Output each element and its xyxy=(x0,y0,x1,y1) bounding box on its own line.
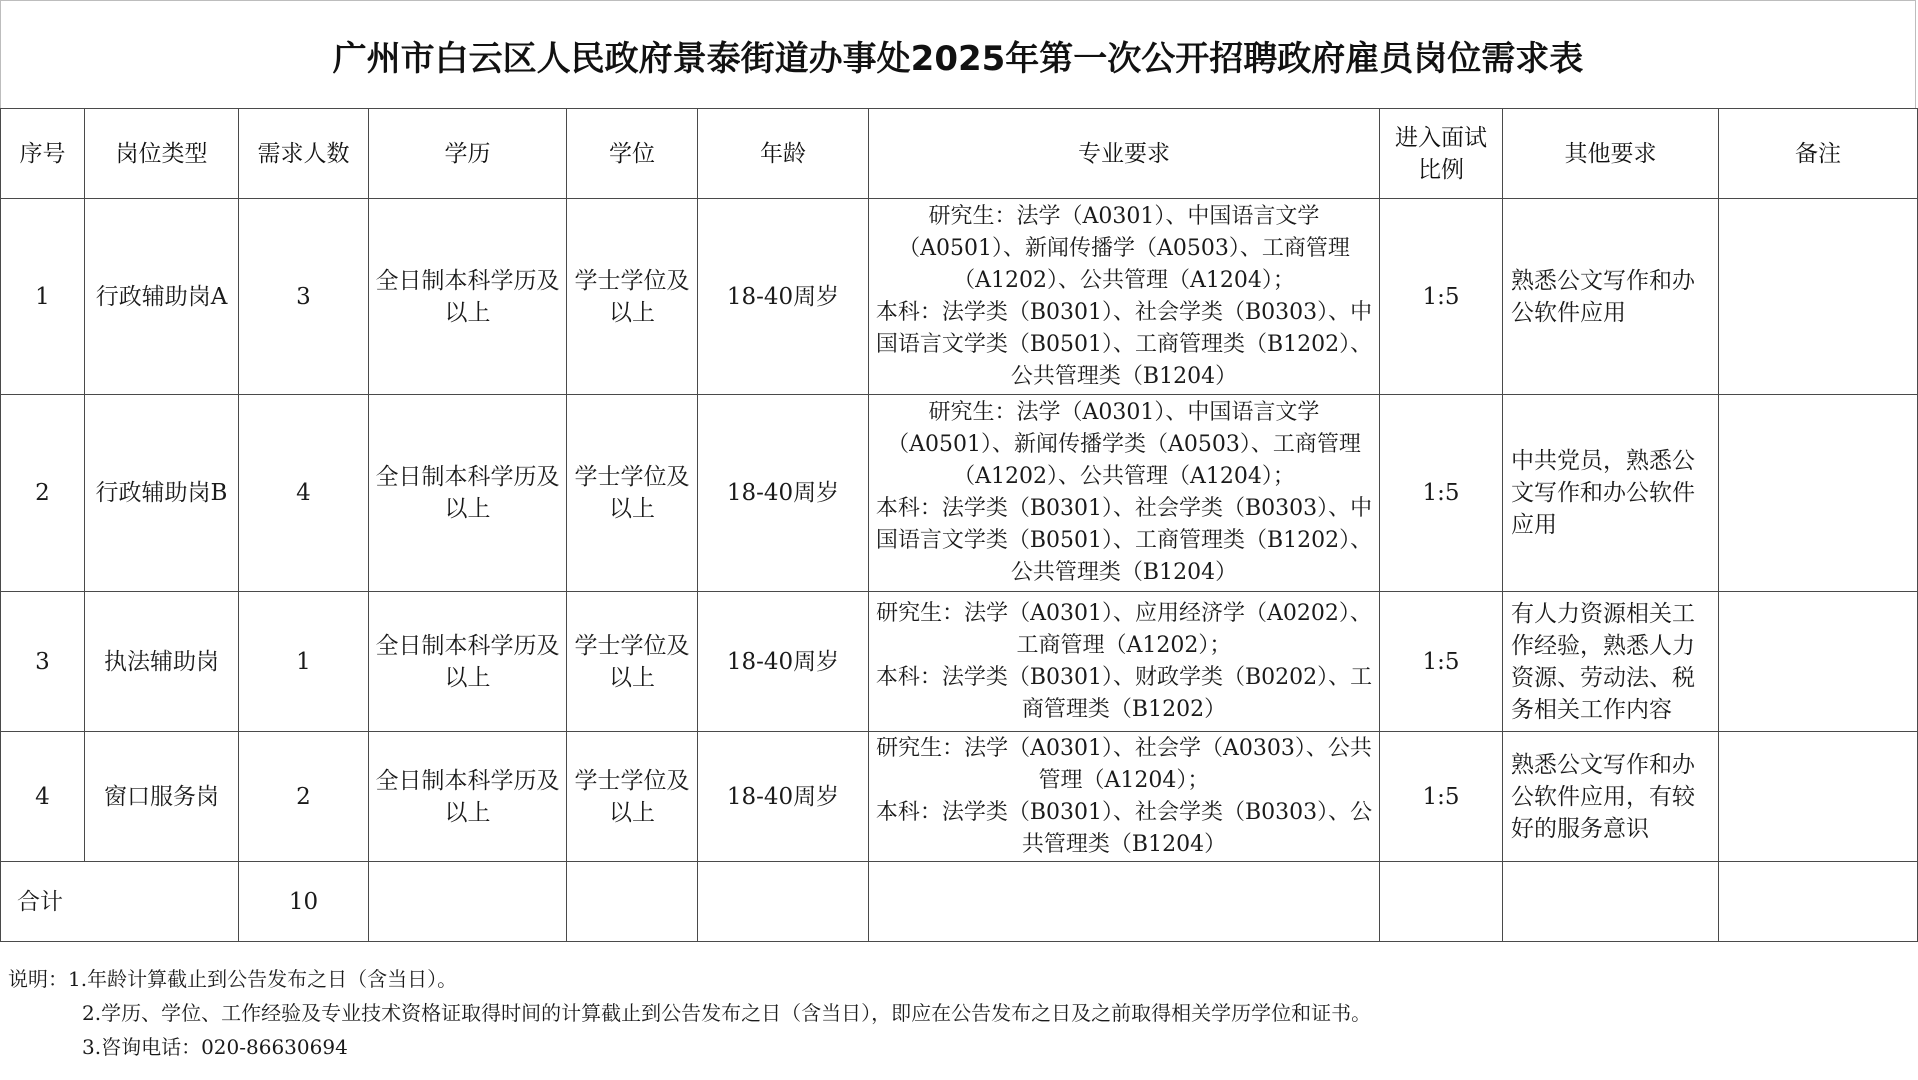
cell-other: 中共党员，熟悉公文写作和办公软件应用 xyxy=(1503,395,1719,592)
note-line-3: 3.咨询电话：020-86630694 xyxy=(82,1035,348,1059)
total-row xyxy=(1,862,1918,942)
cell-other: 熟悉公文写作和办公软件应用，有较好的服务意识 xyxy=(1503,732,1719,862)
cell-education: 全日制本科学历及以上 xyxy=(369,732,567,862)
header-other: 其他要求 xyxy=(1503,109,1719,199)
cell-type: 行政辅助岗A xyxy=(85,199,239,395)
header-major: 专业要求 xyxy=(869,109,1380,199)
cell-ratio: 1:5 xyxy=(1380,395,1503,592)
cell-degree: 学士学位及以上 xyxy=(567,199,698,395)
cell-count: 4 xyxy=(239,395,369,592)
cell-remark xyxy=(1719,199,1918,395)
cell-ratio: 1:5 xyxy=(1380,732,1503,862)
cell-other: 有人力资源相关工作经验，熟悉人力资源、劳动法、税务相关工作内容 xyxy=(1503,592,1719,732)
note-line-2: 2.学历、学位、工作经验及专业技术资格证取得时间的计算截止到公告发布之日（含当日），即应在公告发布之日及之前取得相关学历学位和证书。 xyxy=(82,1001,1372,1025)
cell-other: 熟悉公文写作和办公软件应用 xyxy=(1503,199,1719,395)
note-line-1: 说明：1.年龄计算截止到公告发布之日（含当日）。 xyxy=(8,967,458,991)
page-title: 广州市白云区人民政府景泰街道办事处2025年第一次公开招聘政府雇员岗位需求表 xyxy=(332,38,1584,79)
cell-remark xyxy=(1719,592,1918,732)
requirements-table xyxy=(0,108,1918,942)
cell-count: 3 xyxy=(239,199,369,395)
header-age: 年龄 xyxy=(698,109,869,199)
cell-age: 18-40周岁 xyxy=(698,732,869,862)
cell-count: 1 xyxy=(239,592,369,732)
cell-major: 研究生：法学（A0301）、应用经济学（A0202）、工商管理（A1202）； 本科：法学类（B0301）、财政学类（B0202）、工商管理类（B1202） xyxy=(869,592,1380,732)
header-type: 岗位类型 xyxy=(85,109,239,199)
cell-education: 全日制本科学历及以上 xyxy=(369,592,567,732)
cell-type: 行政辅助岗B xyxy=(85,395,239,592)
table-row xyxy=(1,395,1918,592)
cell-age: 18-40周岁 xyxy=(698,199,869,395)
cell-type: 窗口服务岗 xyxy=(85,732,239,862)
cell-ratio: 1:5 xyxy=(1380,592,1503,732)
table-row xyxy=(1,732,1918,862)
header-ratio: 进入面试比例 xyxy=(1380,109,1503,199)
cell-education: 全日制本科学历及以上 xyxy=(369,395,567,592)
cell-count: 2 xyxy=(239,732,369,862)
cell-major: 研究生：法学（A0301）、中国语言文学（A0501）、新闻传播学（A0503）、工商管理（A1202）、公共管理（A1204）； 本科：法学类（B0301）、社会学类（B0303）、中国语言文学类（B0501）、工商管理类（B1202）、公共管理类（B1204） xyxy=(869,199,1380,395)
cell-age: 18-40周岁 xyxy=(698,592,869,732)
header-count: 需求人数 xyxy=(239,109,369,199)
total-label: 合计 xyxy=(1,862,239,942)
cell-no: 2 xyxy=(1,395,85,592)
cell-type: 执法辅助岗 xyxy=(85,592,239,732)
cell-ratio: 1:5 xyxy=(1380,199,1503,395)
cell-degree: 学士学位及以上 xyxy=(567,732,698,862)
cell-age: 18-40周岁 xyxy=(698,395,869,592)
cell-no: 3 xyxy=(1,592,85,732)
total-count: 10 xyxy=(239,862,369,942)
cell-major: 研究生：法学（A0301）、社会学（A0303）、公共管理（A1204）； 本科：法学类（B0301）、社会学类（B0303）、公共管理类（B1204） xyxy=(869,732,1380,862)
cell-no: 1 xyxy=(1,199,85,395)
notes-section xyxy=(8,962,1371,1064)
cell-degree: 学士学位及以上 xyxy=(567,592,698,732)
header-no: 序号 xyxy=(1,109,85,199)
cell-degree: 学士学位及以上 xyxy=(567,395,698,592)
header-education: 学历 xyxy=(369,109,567,199)
header-degree: 学位 xyxy=(567,109,698,199)
cell-no: 4 xyxy=(1,732,85,862)
header-remark: 备注 xyxy=(1719,109,1918,199)
cell-remark xyxy=(1719,732,1918,862)
cell-education: 全日制本科学历及以上 xyxy=(369,199,567,395)
title-box xyxy=(0,0,1916,109)
table-row xyxy=(1,199,1918,395)
table-header-row xyxy=(1,109,1918,199)
cell-major: 研究生：法学（A0301）、中国语言文学（A0501）、新闻传播学类（A0503）、工商管理（A1202）、公共管理（A1204）； 本科：法学类（B0301）、社会学类（B0303）、中国语言文学类（B0501）、工商管理类（B1202）、公共管理类（B1204） xyxy=(869,395,1380,592)
table-row xyxy=(1,592,1918,732)
cell-remark xyxy=(1719,395,1918,592)
